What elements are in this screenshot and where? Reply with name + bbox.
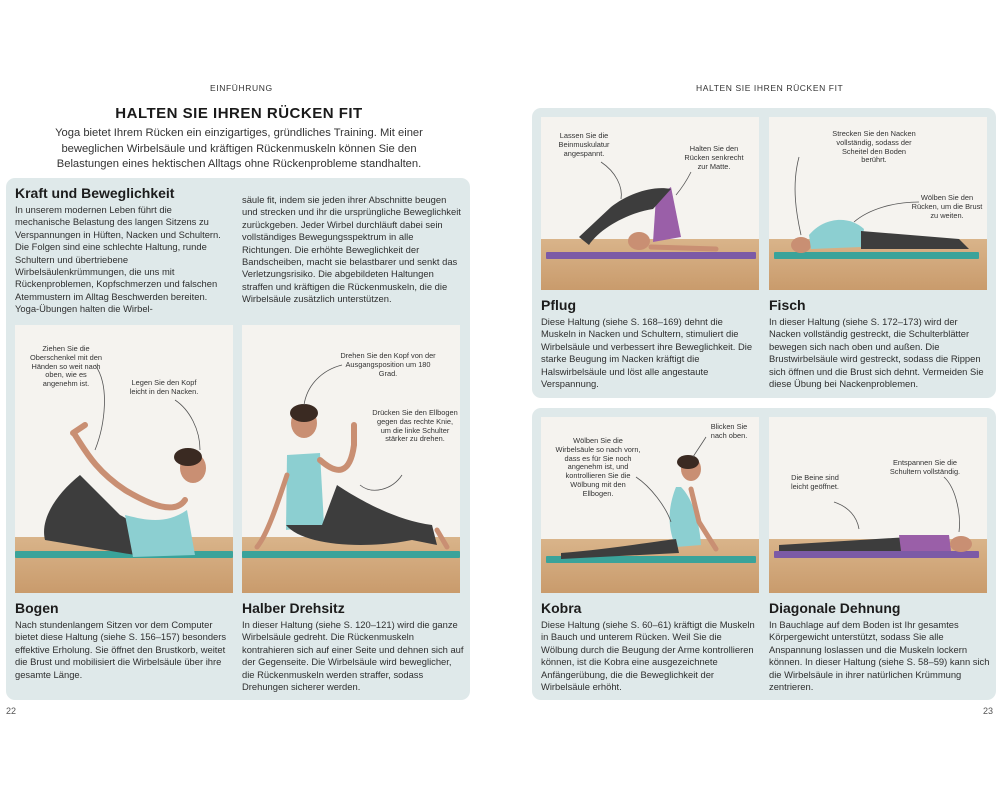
bogen-callout-1: Ziehen Sie die Oberschenkel mit den Händen so weit nach oben, wie es angenehm ist. xyxy=(30,344,102,389)
page-number-right: 23 xyxy=(983,706,994,716)
bogen-text: Nach stundenlangem Sitzen vor dem Computer bietet diese Haltung (siehe S. 156–157) besonders effektive Erholung. Sie öffnet den Brustkorb, weitet die Brust und mobilisiert die Wirbelsäule über ihre gesamte Länge. xyxy=(15,619,227,680)
page-title: HALTEN SIE IHREN RÜCKEN FIT xyxy=(115,105,363,122)
pflug-callout-1: Lassen Sie die Beinmuskulatur angespannt. xyxy=(558,131,610,158)
fisch-callout-2: Wölben Sie den Rücken, um die Brust zu weiten. xyxy=(911,193,983,220)
pflug-photo xyxy=(541,117,759,290)
bogen-heading: Bogen xyxy=(15,600,59,616)
drehsitz-callout-1: Drehen Sie den Kopf von der Ausgangsposition um 180 Grad. xyxy=(340,351,436,378)
diagonale-text: In Bauchlage auf dem Boden ist Ihr gesamtes Körpergewicht unterstützt, sodass Sie alle Anspannung loslassen und die Muskeln lockern können. In dieser Haltung (siehe S. 58–59) kann sich die Wirbelsäule in ihrer natürlichen Krümmung zentrieren. xyxy=(769,619,990,693)
bogen-photo xyxy=(15,325,233,593)
fisch-callout-1: Strecken Sie den Nacken vollständig, sodass der Scheitel den Boden berührt. xyxy=(832,129,916,165)
section-text-col1: In unserem modernen Leben führt die mechanische Belastung des langen Sitzens zu Verspannungen in Hüften, Nacken und Schultern. Die Folgen sind eine schlechte Haltung, runde Schultern und übertriebene Wirbelsäulenkrümmungen, die uns mit Rückenproblemen, Kopfschmerzen und falschen Atemmustern im Alltag Beschwerden bereiten. Yoga-Übungen halten die Wirbel- xyxy=(15,204,221,315)
kobra-photo xyxy=(541,417,759,593)
diagonale-photo xyxy=(769,417,987,593)
kobra-callout-2: Blicken Sie nach oben. xyxy=(710,422,748,440)
diagonale-callout-1: Die Beine sind leicht geöffnet. xyxy=(791,473,839,491)
fisch-heading: Fisch xyxy=(769,297,806,313)
pflug-text: Diese Haltung (siehe S. 168–169) dehnt die Muskeln in Nacken und Schultern, stimuliert die Wirbelsäule und verbessert ihre Beweglichkeit. Die starke Beugung im Nacken kräftigt die Halswirbelsäule und löst alle angestaute Verspannung. xyxy=(541,316,753,390)
bogen-callout-2: Legen Sie den Kopf leicht in den Nacken. xyxy=(129,378,199,396)
fisch-photo xyxy=(769,117,987,290)
drehsitz-heading: Halber Drehsitz xyxy=(242,600,345,616)
drehsitz-photo xyxy=(242,325,460,593)
pflug-heading: Pflug xyxy=(541,297,576,313)
section-heading: Kraft und Beweglichkeit xyxy=(15,185,175,201)
section-text-col2: säule fit, indem sie jeden ihrer Abschnitte beugen und strecken und ihr die ursprüngliche Beweglichkeit zurückgeben. Jeder Wirbel durchläuft dabei sein vollständiges Bewegungsspektrum in alle Richtungen. Die erhöhte Beweglichkeit der Bandscheiben, macht sie belastbarer und senkt das Verletzungsrisiko. Die abgebildeten Haltungen straffen und kräftigen die Rückenmuskeln, die die Wirbelsäule zusätzlich unterstützen. xyxy=(242,194,461,305)
pflug-callout-2: Halten Sie den Rücken senkrecht zur Matte. xyxy=(684,144,744,171)
diagonale-heading: Diagonale Dehnung xyxy=(769,600,901,616)
diagonale-callout-2: Entspannen Sie die Schultern vollständig. xyxy=(889,458,961,476)
drehsitz-text: In dieser Haltung (siehe S. 120–121) wird die ganze Wirbelsäule gedreht. Die Rückenmuskeln kontrahieren sich auf einer Seite und dehnen sich auf der Gegenseite. Die Wirbelsäule wird beweglicher, die Rückenmuskeln werden straffer, sodass Drehungen sicherer werden. xyxy=(242,619,464,693)
running-head-left: EINFÜHRUNG xyxy=(210,83,273,93)
kobra-heading: Kobra xyxy=(541,600,582,616)
drehsitz-callout-2: Drücken Sie den Ellbogen gegen das rechte Knie, um die linke Schulter stärker zu drehen. xyxy=(372,408,458,444)
page-number-left: 22 xyxy=(6,706,17,716)
diagonale-figure xyxy=(769,417,987,593)
fisch-text: In dieser Haltung (siehe S. 172–173) wird der Nacken vollständig gestreckt, die Schulterblätter bewegen sich nach oben und außen. Die Brustwirbelsäule wird gestreckt, sodass die Rippen sich öffnen und die Brust sich dehnt. Vermeiden Sie diese Übung bei Nackenproblemen. xyxy=(769,316,984,390)
intro-paragraph: Yoga bietet Ihrem Rücken ein einzigartiges, gründliches Training. Mit einer beweglichen Wirbelsäule und kräftigen Rückenmuskeln können Sie den Belastungen eines hektischen Alltags ohne Rückenprobleme standhalten. xyxy=(55,127,423,170)
kobra-text: Diese Haltung (siehe S. 60–61) kräftigt die Muskeln in Bauch und unterem Rücken. Weil Sie die Wölbung durch die Beugung der Arme kontrollieren können, ist die Kobra eine ausgezeichnete Anfängerübung, die die Beweglichkeit der Wirbelsäule erhöht. xyxy=(541,619,755,693)
running-head-right: HALTEN SIE IHREN RÜCKEN FIT xyxy=(696,83,844,93)
kobra-callout-1: Wölben Sie die Wirbelsäule so nach vorn, dass es für Sie noch angenehm ist, und kontrollieren Sie die Wölbung mit den Ellbogen. xyxy=(555,436,641,498)
